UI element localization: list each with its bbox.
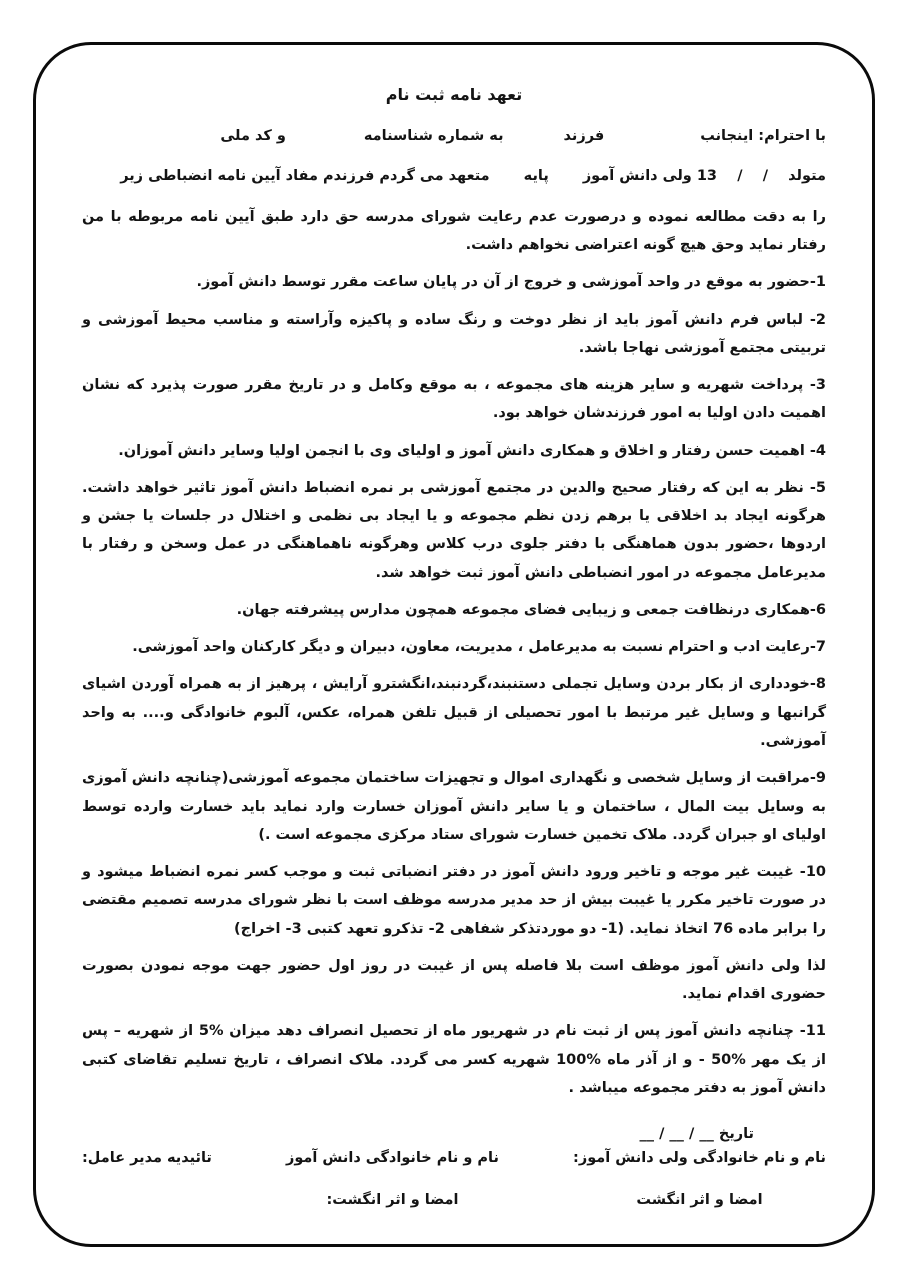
signature-block — [82, 1144, 826, 1214]
student-sign-label: امضا و اثر انگشت: — [326, 1191, 459, 1208]
clause-4: 4- اهمیت حسن رفتار و اخلاق و همکاری دانش آموز و اولیای وی با انجمن اولیا وسایر دانش آموزان. — [118, 442, 826, 459]
grade-label: پایه — [523, 168, 549, 185]
clause-3: 3- پرداخت شهریه و سایر هزینه های مجموعه ، به موقع وکامل و در تاریخ مقرر صورت پذیرد که نشان اهمیت دادن اولیا به امور فرزندشان خواهد بود. — [82, 377, 826, 422]
blank-child-name-field — [504, 139, 564, 140]
absence-note-paragraph: لذا ولی دانش آموز موظف است بلا فاصله پس از غیبت در روز اول حضور جهت موجه نمودن بصورت حضوری اقدام نماید. — [82, 957, 826, 1003]
national-code-label: و کد ملی — [220, 128, 286, 145]
birthdate-label: متولد / / 13 ولی دانش آموز — [582, 168, 826, 185]
guardian-signature-column — [573, 1144, 826, 1214]
ceo-approval-column — [82, 1144, 212, 1172]
clause-7: 7-رعایت ادب و احترام نسبت به مدیرعامل ، مدیریت، معاون، دبیران و دیگر کارکنان واحد آموزشی. — [132, 639, 826, 656]
clause-10: 10- غیبت غیر موجه و تاخیر ورود دانش آموز در دفتر انضباتی ثبت و موجب کسر نمره انضباط میشود و در صورت تاخیر مکرر یا غیبت بیش از حد مدیر مدرسه موظف است با نظر شورای مدرسه تصمیم مقتضی را برابر ماده 76 اتخاذ نماید. (1- دو موردتذکر شفاهی 2- تذکرو تعهد کتبی 3- اخراج) — [82, 864, 826, 937]
blank-id-number-field — [286, 139, 364, 140]
respect-label: با احترام: اینجانب — [700, 128, 826, 145]
id-number-label: به شماره شناسنامه — [363, 128, 504, 145]
clause-9: 9-مراقبت از وسایل شخصی و نگهداری اموال و تجهیزات ساختمان مجموعه آموزشی(چنانچه دانش آموزی به وسایل بیت المال ، ساختمان و یا سایر دانش آموزان خسارت وارد نماید باید خسارت وارده توسط اولیای او جبران گردد. ملاک تخمین خسارت شورای ستاد مرکزی مجموعه است .) — [82, 770, 826, 843]
guardian-sign-label: امضا و اثر انگشت — [636, 1191, 763, 1208]
intro-birth-line — [82, 162, 826, 190]
clause-2: 2- لباس فرم دانش آموز باید از نظر دوخت و رنگ ساده و پاکیزه وآراسته و مناسب محیط آموزشی و تربیتی مجتمع آموزشی نهاجا باشد. — [82, 311, 826, 356]
date-line: تاریخ __ / __ / __ — [639, 1126, 754, 1143]
clause-11: 11- چنانچه دانش آموز پس از ثبت نام در شهریور ماه از تحصیل انصراف دهد میزان %5 از شهریه – پس از یک مهر %50 - و از آذر ماه %100 شهریه کسر می گردد. ملاک انصراف ، تاریخ تسلیم تقاضای کتبی دانش آموز به دفتر مجموعه میباشد . — [82, 1023, 827, 1096]
blank-guardian-name-field — [604, 139, 700, 140]
blank-grade-value-field — [490, 179, 524, 180]
intro-identity-line — [82, 122, 826, 150]
student-signature-column — [286, 1144, 499, 1214]
intro-continuation-paragraph: را به دقت مطالعه نموده و درصورت عدم رعایت شورای مدرسه حق دارد طبق آیین نامه مربوطه با من رفتار نماید وحق هیچ گونه اعتراضی نخواهم داشت. — [82, 208, 826, 253]
student-name-label: نام و نام خانوادگی دانش آموز — [285, 1150, 499, 1167]
clause-6: 6-همکاری درنظافت جمعی و زیبایی فضای مجموعه همچون مدارس پیشرفته جهان. — [236, 601, 826, 618]
clause-8: 8-خودداری از بکار بردن وسایل تجملی دستنبند،گردنبند،انگشترو آرایش ، پرهیز از به همراه آوردن اشیای گرانبها و وسایل غیر مرتبط با امور تحصیلی از قبیل تلفن همراه، عکس، آلبوم خانوادگی و.... به واحد آموزشی. — [82, 676, 826, 749]
document-content — [36, 45, 872, 1244]
page-title: تعهد نامه ثبت نام — [385, 85, 523, 104]
document-border — [33, 42, 875, 1247]
blank-grade-field — [549, 179, 583, 180]
clause-1: 1-حضور به موقع در واحد آموزشی و خروج از آن در پایان ساعت مقرر توسط دانش آموز. — [196, 274, 826, 291]
clause-5: 5- نظر به این که رفتار صحیح والدین در مجتمع آموزشی بر نمره انضباط دانش آموز تاثیر خواهد داشت. هرگونه ایجاد بد اخلاقی یا برهم زدن نظم مجموعه و یا ایجاد بی نظمی و اختلال در جلسات یا جشن و اردوها ،حضور بدون هماهنگی با دفتر جلوی درب کلاس وهرگونه ناهماهنگی در عمل وسخن و رفتار با مدیرعامل مجموعه در امور انضباطی دانش آموز ثبت خواهد شد. — [82, 479, 826, 581]
ceo-approval-label: تائیدیه مدیر عامل: — [82, 1150, 212, 1167]
pledge-lead-text: متعهد می گردم فرزندم مفاد آیین نامه انضباطی زیر — [120, 168, 490, 185]
guardian-name-label: نام و نام خانوادگی ولی دانش آموز: — [573, 1150, 826, 1167]
child-label: فرزند — [563, 128, 605, 145]
